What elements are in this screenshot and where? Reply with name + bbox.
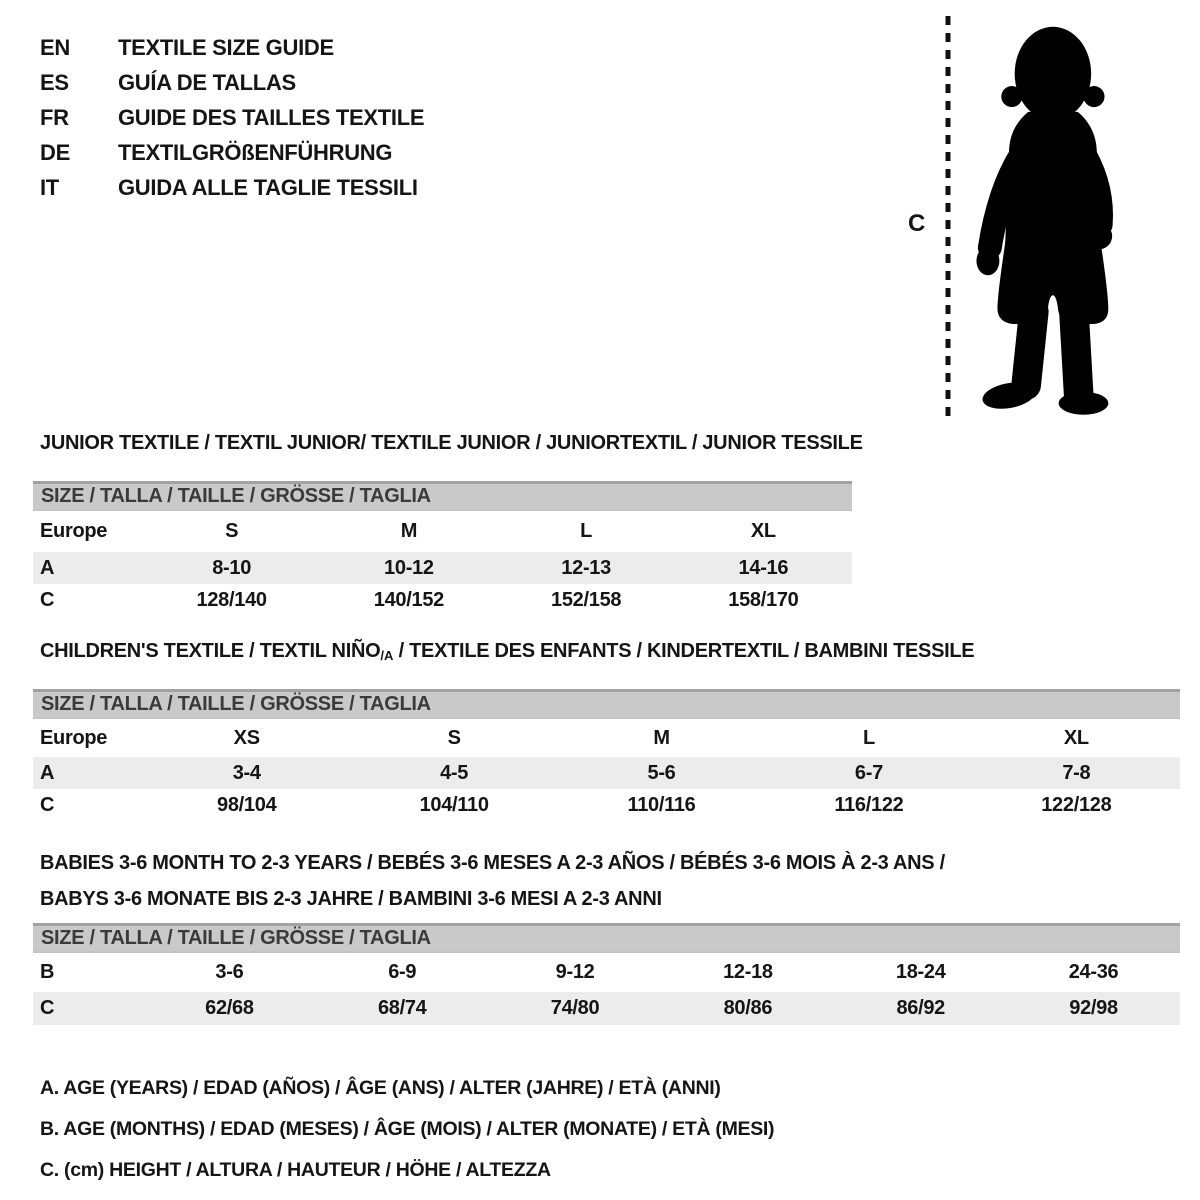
- size-cell: 104/110: [419, 794, 489, 816]
- table-row: [33, 757, 1180, 789]
- size-cell: S: [447, 726, 461, 749]
- babies-section-title: [40, 845, 945, 917]
- table-row: [33, 584, 852, 617]
- size-header-bar: SIZE / TALLA / TAILLE / GRÖSSE / TAGLIA: [33, 689, 1180, 719]
- children-title-pre: CHILDREN'S TEXTILE / TEXTIL NIÑO: [40, 640, 381, 662]
- language-title: GUÍA DE TALLAS: [118, 70, 296, 95]
- language-title: GUIDE DES TAILLES TEXTILE: [118, 105, 425, 130]
- language-title: TEXTILE SIZE GUIDE: [118, 35, 334, 60]
- size-cell: 14-16: [738, 556, 789, 579]
- size-cell: 12-18: [723, 961, 773, 983]
- size-header-bar: SIZE / TALLA / TAILLE / GRÖSSE / TAGLIA: [33, 923, 1180, 953]
- size-cell: 10-12: [384, 556, 434, 579]
- children-title-post: / TEXTILE DES ENFANTS / KINDERTEXTIL / BAMBINI TESSILE: [393, 640, 975, 662]
- height-measure-label: C: [908, 210, 926, 237]
- size-cell: S: [225, 520, 239, 542]
- size-cell: 3-4: [232, 761, 261, 784]
- junior-size-table: [33, 481, 852, 617]
- height-measure-line: [944, 16, 952, 418]
- size-cell: M: [400, 520, 418, 542]
- size-cell: 4-5: [440, 761, 469, 784]
- row-label: A: [40, 761, 55, 784]
- language-code: ES: [40, 70, 69, 95]
- size-cell: 80/86: [723, 997, 773, 1019]
- table-row: [33, 992, 1180, 1025]
- table-row: [33, 789, 1180, 822]
- size-cell: 122/128: [1041, 794, 1112, 816]
- size-cell: 5-6: [647, 761, 676, 784]
- footnote-a: A. AGE (YEARS) / EDAD (AÑOS) / ÂGE (ANS) / ALTER (JAHRE) / ETÀ (ANNI): [40, 1077, 721, 1099]
- language-header: [40, 30, 424, 205]
- size-cell: 128/140: [196, 589, 267, 611]
- language-row: [40, 65, 424, 100]
- table-row: [33, 511, 852, 552]
- size-cell: 110/116: [627, 794, 696, 816]
- size-cell: 8-10: [212, 556, 252, 579]
- table-row: [33, 719, 1180, 757]
- language-code: IT: [40, 175, 59, 200]
- babies-size-table: [33, 923, 1180, 1025]
- size-cell: 92/98: [1069, 997, 1118, 1019]
- size-cell: 98/104: [217, 794, 277, 816]
- language-code: EN: [40, 35, 70, 60]
- size-cell: 12-13: [561, 556, 611, 579]
- language-row: [40, 135, 424, 170]
- size-cell: 3-6: [215, 961, 244, 983]
- size-cell: 116/122: [834, 794, 904, 816]
- size-cell: XL: [750, 520, 776, 542]
- size-cell: 140/152: [373, 589, 444, 611]
- row-label: C: [40, 794, 55, 816]
- row-label: C: [40, 997, 55, 1019]
- row-label: Europe: [40, 726, 108, 749]
- language-title: GUIDA ALLE TAGLIE TESSILI: [118, 175, 418, 200]
- footnote-b: B. AGE (MONTHS) / EDAD (MESES) / ÂGE (MOIS) / ALTER (MONATE) / ETÀ (MESI): [40, 1118, 775, 1140]
- size-cell: 6-7: [854, 761, 883, 784]
- size-cell: XL: [1063, 726, 1089, 749]
- junior-section-title: JUNIOR TEXTILE / TEXTIL JUNIOR/ TEXTILE JUNIOR / JUNIORTEXTIL / JUNIOR TESSILE: [40, 432, 863, 454]
- table-row: [33, 953, 1180, 992]
- size-cell: 9-12: [555, 961, 595, 983]
- table-row: [33, 552, 852, 584]
- language-row: [40, 30, 424, 65]
- size-cell: M: [653, 726, 670, 749]
- size-cell: 18-24: [895, 961, 946, 983]
- row-label: Europe: [40, 520, 108, 542]
- size-header-bar: SIZE / TALLA / TAILLE / GRÖSSE / TAGLIA: [33, 481, 852, 511]
- language-row: [40, 100, 424, 135]
- size-cell: XS: [233, 726, 260, 749]
- babies-title-line2: BABYS 3-6 MONATE BIS 2-3 JAHRE / BAMBINI 3-6 MESI A 2-3 ANNI: [40, 888, 662, 910]
- size-cell: 74/80: [550, 997, 600, 1019]
- footnotes: [40, 1068, 774, 1191]
- language-code: FR: [40, 105, 69, 130]
- language-row: [40, 170, 424, 205]
- size-cell: L: [580, 520, 593, 542]
- language-code: DE: [40, 140, 70, 165]
- baby-silhouette-icon: [965, 16, 1137, 416]
- row-label: B: [40, 961, 55, 983]
- size-cell: L: [862, 726, 875, 749]
- size-cell: 62/68: [205, 997, 254, 1019]
- size-cell: 7-8: [1062, 761, 1091, 784]
- language-title: TEXTILGRÖßENFÜHRUNG: [118, 140, 393, 165]
- size-cell: 6-9: [388, 961, 417, 983]
- babies-title-line1: BABIES 3-6 MONTH TO 2-3 YEARS / BEBÉS 3-6 MESES A 2-3 AÑOS / BÉBÉS 3-6 MOIS À 2-3 ANS /: [40, 852, 945, 874]
- row-label: A: [40, 556, 55, 579]
- footnote-c: C. (cm) HEIGHT / ALTURA / HAUTEUR / HÖHE / ALTEZZA: [40, 1159, 551, 1181]
- size-cell: 24-36: [1068, 961, 1119, 983]
- row-label: C: [40, 589, 55, 611]
- children-size-table: [33, 689, 1180, 822]
- children-section-title: [40, 640, 974, 663]
- size-cell: 86/92: [896, 997, 945, 1019]
- size-cell: 158/170: [728, 589, 799, 611]
- children-title-sub: /A: [380, 648, 394, 663]
- size-cell: 152/158: [551, 589, 622, 611]
- size-cell: 68/74: [377, 997, 427, 1019]
